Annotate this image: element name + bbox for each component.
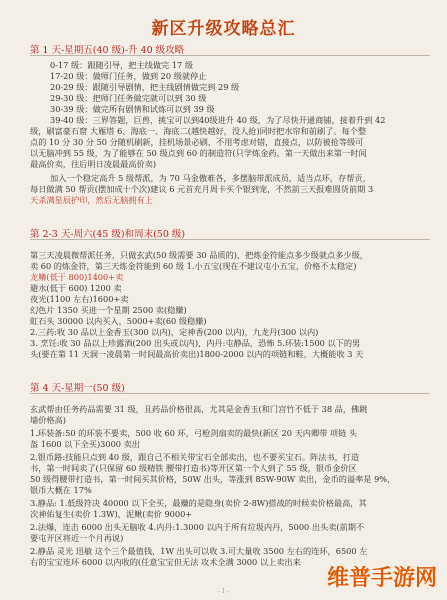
text-line: 次神佑复生(卖价 1.3W)，泥鳅(卖价 9000+: [30, 509, 193, 519]
text-line: 0-17 级：跟随引导，把主线做完 17 级: [50, 60, 194, 70]
text-line: 最高价卖，往后明日凌晨最高价卖): [30, 159, 157, 169]
text-line: 50 级得腰带打造书，第一时间买其价格，50W 出头，等涨到 85W-90W 卖出，金币的溢率是 9%，: [30, 474, 396, 484]
text-line: 夜光(1100 左右)1600+卖: [30, 294, 129, 304]
text-line: 玄武帮由任务药品需要 31 级，且药品价格很高，尤其是金香玉(和门宫竹不低于 38 品，佛跳: [30, 404, 368, 414]
text-line: 17-20 级：做师门任务，做到 20 级就停止: [50, 71, 207, 81]
text-line: 书，第一时间卖了(只保留 60 级精铁 腰带打造书)等开区第一个人到了 55 级，银币金价区: [30, 463, 357, 473]
section-divider: [30, 239, 430, 240]
text-line: 天杀满星辰护印，然后无脑拥有上: [30, 195, 153, 205]
text-line: 20-29 级：跟随引导剧情，把主线剧情做完到 29 级: [50, 82, 240, 92]
text-line: 卖 60 的炼金符，第三天炼金符能到 60 级 1.小五宝(现在不建议屯小五宝，价格不太稳定): [30, 261, 357, 271]
text-line: 点的 10 分 30 分 50 分随机刷新，挂机场景必刷，不用考虑对错，直接点，以防被抢等级可: [30, 137, 364, 147]
text-line: 2.银币路:技能只点到 40 级，跟自己不相关带宝石全部卖出，也不要买宝石。阵法书，打造: [30, 452, 360, 462]
text-line: 39-40 级：三界答题，巨兽，挑宝可以到40级进升 40 级，为了尽快开通商铺，接着升到 42: [50, 115, 386, 125]
section-divider: [30, 393, 430, 394]
section-divider: [30, 55, 430, 56]
text-line: 头(要在第 11 天洞一凌晨第一时间最高价卖出)1800-2000 以内的项链和鞋，大概能收 3 天: [30, 349, 364, 359]
page-title: 新区升级攻略总汇: [151, 19, 296, 39]
text-line: 加入一个稳定高升 5 级帮派，为 70 马金傲难各，多摆脑带派成员，适当点环，存帮贡，: [50, 173, 371, 183]
text-line: 第三天凌晨微帮派任务，只做玄武(50 级需要 30 品质的)，把炼金符能点多少级就点多少级，: [30, 250, 368, 260]
text-line: 每日做满 50 帮贡(摆加成十个次)建议 6 元首充月周卡买个银到宠，不然前三天报难圆货前期 3: [30, 184, 374, 194]
watermark-logo: 维普手游网: [326, 566, 437, 591]
text-line: 墙价格高): [30, 415, 66, 425]
text-line: 龙鳞(低于 800)1400+卖: [30, 272, 124, 282]
text-line: 避水(低于 600) 1200 卖: [30, 283, 122, 293]
text-line: 29-30 级：把师门任务做完就可以到 30 级: [50, 93, 207, 103]
text-line: 盔 1600 以下全买)3000 卖出: [30, 439, 140, 449]
text-line: 3. 烹饪:收 30 品以上珍露酒(200 出头或以内)，内丹:屯静品，恐怖 5.环装:1500 以下的男: [30, 338, 361, 348]
text-line: 右的宝宝连环 6000 以内收的(任意宝宝但无法 攻术全满 3000 以上卖出来: [30, 557, 301, 567]
section-heading: 第 4 天-星期一(50 级): [30, 383, 125, 394]
text-line: 以无脑冲到 55 级，为了能够在 50 级点到 60 的制造符(只学炼金药，第一天做出来第一时间: [30, 148, 367, 158]
text-line: 银币大概在 17%: [30, 485, 92, 495]
text-line: 1.环装备:50 的环装不要卖，500 收 60 环，弓枪剑扇卖的最快(新区 20 天内卿带 项链 头: [30, 428, 358, 438]
text-line: 30-39 级：做完所有剧情和试炼可以到 39 级: [50, 104, 215, 114]
page-number: - 1 -: [217, 588, 230, 595]
text-line: 2.三药:收 30 品以上金香玉(300 以内)，定神香(200 以内)，九龙丹(300 以内): [30, 327, 319, 337]
text-line: 要屯开区将近一个月再说): [30, 533, 124, 543]
section-heading: 第 2-3 天-周六(45 级)和周末(50 级): [30, 229, 186, 240]
text-line: 幻色片 1350 买进一个星期 2500 卖(稳赚): [30, 305, 187, 315]
text-line: 2.静品 灵光 迅敏 这个三个最值钱，1W 出头可以收 3.可大量收 3500 左右的连环，6500 左: [30, 546, 368, 556]
text-line: 虹石头 30000 以内买入，5000+卖(60 级稳赚): [30, 316, 207, 326]
text-line: 级，刷富豪石窟 大雁塔 6、海底一、海底二(越快越好，没人抢)同时把水帘和前刷了。每个整: [30, 126, 367, 136]
section-heading: 第 1 天-星期五(40 级)-升 40 级攻略: [30, 45, 185, 56]
text-line: 3.静品: 1.低级符决 40000 以下全买，最赚的是隐身(卖价 2-8W)搭战的时候卖价格最高，其: [30, 498, 367, 508]
text-line: 2.法爆，连击 6000 出头无脑收 4.内丹:1.3000 以内于所有垃圾内丹，5000 出头卖(前期不: [30, 522, 365, 532]
